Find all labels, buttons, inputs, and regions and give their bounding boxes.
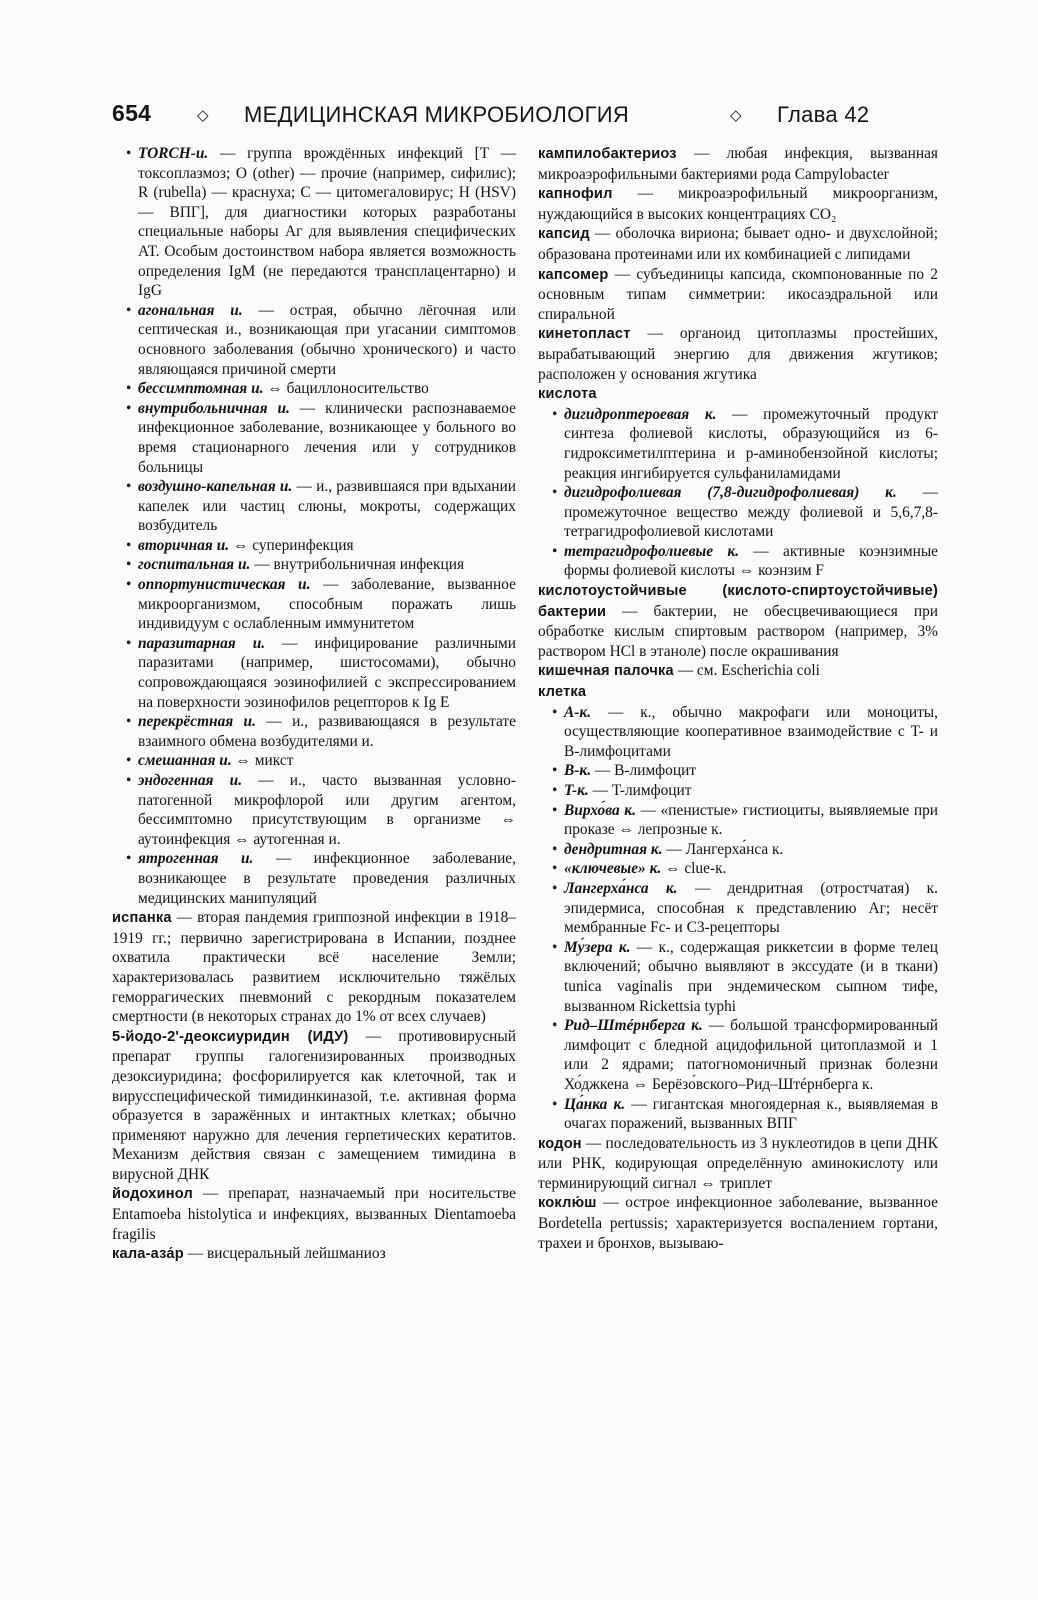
sub-entry (538, 405, 938, 483)
entry-definition: — оболочка вириона; бывает одно- и двухслойной; образована протеинами или их комбинацией с липидами (538, 225, 938, 263)
entry-term: вторичная и. (138, 536, 230, 554)
sub-entry (112, 575, 516, 634)
entry-definition: — промежуточное вещество между фолиевой и 5,6,7,8-тетрагидрофолиевой кислотами (564, 484, 938, 541)
sub-entry (538, 1095, 938, 1134)
entry-definition: ⇔ бациллоносительство (263, 380, 429, 398)
entry-term: Вирхо́ва к. (564, 801, 636, 819)
entry-term: ятрогенная и. (138, 850, 254, 868)
entry-definition: — противовирусный препарат группы галогенизированных производных дезоксиуридина; фосфорилируется как клеточной, так и вирусспецифической тимидинкиназой, т.е. активная форма образуется в заражённых и интактных клетках; обычно применяют наружно для лечения герпетических кератитов. Механизм действия связан с замещением тимидина в вирусной ДНК (112, 1027, 516, 1183)
entry-term: кампилобактериоз (538, 146, 677, 162)
entry-definition: — инфицирование различными паразитами (например, шистосомами), обычно сопровождающаяся эозинофилией с экспрессированием на поверхности эозинофилов рецепторов к Ig E (138, 634, 516, 711)
entry-definition: — инфекционное заболевание, возникающее в результате проведения различных медицинских манипуляций (138, 850, 516, 907)
entry-definition: — большой трансформированный лимфоцит с бледной ацидофильной цитоплазмой и 1 или 2 ядрами; патогномоничный признак болезни Хо́джкена ⇔ Берёзо́вского–Рид–Штéрнберга к. (564, 1017, 938, 1093)
dictionary-entry (538, 184, 938, 224)
entry-definition: — любая инфекция, вызванная микроаэрофильными бактериями рода Campylobacter (538, 145, 938, 183)
running-header (112, 98, 942, 134)
entry-term: перекрёстная и. (138, 713, 256, 731)
right-column (538, 144, 938, 1253)
dictionary-entry (112, 1184, 516, 1244)
entry-term: 5-йодо-2'-деоксиуридин (ИДУ) (112, 1028, 349, 1045)
dictionary-entry (538, 144, 938, 184)
entry-term: T-к. (564, 782, 589, 799)
entry-definition: — дендритная (отростчатая) к. эпидермиса, способная к представлению Аг; несёт мембранные Fc- и C3-рецепторы (564, 879, 939, 937)
entry-definition: — заболевание, вызванное микроорганизмом, способным поражать лишь индивидуум с ослабленным иммунитетом (138, 576, 516, 633)
entry-definition: — микроаэрофильный микроорганизм, нуждающийся в высоких концентрациях CO₂ (538, 185, 938, 223)
entry-term: йодохинол (112, 1186, 194, 1203)
dictionary-entry (538, 224, 938, 264)
sub-entry (538, 859, 938, 879)
entry-term: кислота (538, 386, 597, 403)
dictionary-entry (112, 908, 516, 1027)
entry-definition: — к., обычно макрофаги или моноциты, осуществляющие кооперативное взаимодействие с T- и B-лимфоцитами (564, 703, 938, 760)
entry-definition: — препарат, назначаемый при носительстве Entamoeba histolytica и инфекциях, вызванных Dientamoeba fragilis (112, 1185, 516, 1243)
entry-term: B-к. (564, 762, 592, 780)
entry-definition: ⇔ clue-к. (661, 860, 727, 878)
entry-definition: — B-лимфоцит (591, 762, 697, 780)
entry-term: TORCH-и. (138, 145, 209, 162)
entry-definition: — клинически распознаваемое инфекционное заболевание, возникающее у больного во время стационарного лечения или у сотрудников больницы (138, 399, 516, 476)
entry-term: дигидрофолиевая (7,8-дигидрофолиевая) к. (564, 484, 897, 502)
entry-term: смешанная и. (138, 752, 232, 770)
sub-entry (112, 634, 516, 712)
entry-definition: — группа врождённых инфекций [T — токсоплазмоз; O (other) — прочие (например, сифилис); R (rubella) — краснуха; C — цитомегаловирус; H (HSV) — ВПГ], для диагностики которых разработаны специальные наборы Аг для выявления специфических АТ. Особым достоинством набора является возможность определения IgM (не передаются трансплацентарно) и IgG (138, 145, 516, 300)
entry-term: кишечная палочка (538, 663, 674, 680)
dictionary-entry (538, 1193, 938, 1253)
entry-definition: — T-лимфоцит (588, 782, 692, 799)
chapter-label: Глава 42 (777, 102, 870, 127)
sub-entry (112, 751, 516, 771)
entry-term: «ключевые» к. (564, 860, 662, 878)
entry-definition: — острая, обычно лёгочная или септическая и., возникающая при угасании симптомов основного заболевания (обычно хронического) и часто являющаяся причиной смерти (138, 301, 516, 378)
entry-term: капсид (538, 226, 590, 243)
sub-entry (538, 542, 938, 581)
book-title: МЕДИЦИНСКАЯ МИКРОБИОЛОГИЯ (244, 102, 630, 127)
sub-entry (112, 555, 516, 575)
dictionary-entry (538, 265, 938, 325)
sub-entry (112, 379, 516, 399)
entry-definition: — гигантская многоядерная к., выявляемая в очагах поражений, вызванных ВПГ (564, 1095, 938, 1133)
entry-definition: — и., развивающаяся в результате взаимного обмена возбудителями и. (138, 713, 516, 750)
sub-entry (112, 849, 516, 908)
dictionary-entry (538, 1134, 938, 1194)
entry-definition: ⇔ микст (231, 752, 294, 770)
sub-entry (538, 938, 938, 1016)
entry-term: эндогенная и. (138, 772, 243, 789)
entry-definition: — висцеральный лейшманиоз (183, 1245, 386, 1263)
entry-definition: ⇔ суперинфекция (229, 536, 354, 554)
entry-term: A-к. (564, 703, 592, 721)
entry-definition: — «пенистые» гистиоциты, выявляемые при проказе ⇔ лепрозные к. (564, 801, 938, 839)
dictionary-entry (112, 1244, 516, 1265)
left-column (112, 144, 516, 1265)
sub-entry (538, 781, 938, 801)
sub-entry (538, 879, 938, 938)
entry-definition: — Лангерха́нса к. (662, 840, 784, 858)
entry-term: внутрибольничная и. (138, 399, 290, 417)
entry-definition: — вторая пандемия гриппозной инфекции в 1918–1919 гг.; первично зарегистрирована в Испании, позднее охватила практически всё население Земли; характеризовалась развитием исключительно тяжёлых геморрагических пневмоний с рекордным показателем смертности (в некоторых странах до 1% от всех случаев) (112, 909, 516, 1026)
entry-term: оппортунистическая и. (138, 576, 311, 594)
entry-term: Ца́нка к. (564, 1095, 626, 1113)
entry-term: агональная и. (138, 301, 243, 319)
entry-definition: — бактерии, не обесцвечивающиеся при обработке кислым спиртовым раствором (например, 3% раствором HCl в этаноле) после окрашивания (538, 602, 938, 660)
entry-term: Му́зера к. (564, 938, 631, 956)
entry-term: кала-аза́р (112, 1246, 184, 1263)
entry-term: испанка (112, 910, 172, 927)
entry-term: Рид–Штéрнберга к. (564, 1017, 703, 1035)
sub-entry (538, 483, 938, 542)
entry-term: коклю́ш (538, 1195, 597, 1212)
entry-definition: — субъединицы капсида, скомпонованные по 2 основным типам симметрии: икосаэдральной или спиральной (538, 265, 938, 323)
entry-term: капнофил (538, 186, 613, 203)
entry-definition: — активные коэнзимные формы фолиевой кислоты ⇔ коэнзим F (564, 542, 939, 580)
dictionary-entry (538, 324, 938, 384)
entry-definition: — острое инфекционное заболевание, вызванное Bordetella pertussis; характеризуется воспалением гортани, трахеи и бронхов, вызываю- (538, 1194, 938, 1252)
entry-term: дендритная к. (564, 840, 663, 858)
entry-term: тетрагидрофолиевые к. (564, 542, 740, 560)
dictionary-entry (112, 1027, 516, 1185)
entry-term: воздушно-капельная и. (138, 478, 293, 496)
dictionary-entry (538, 661, 938, 682)
page-number: 654 (112, 100, 152, 126)
entry-definition: — к., содержащая риккетсии в форме телец включений; обычно выявляют в экссудате (и в ткани) tunica vaginalis при эндемическом сыпном тифе, вызванном Rickettsia typhi (564, 938, 938, 1015)
entry-definition: — см. Escherichia coli (673, 662, 820, 680)
entry-term: Лангерха́нса к. (564, 879, 678, 897)
entry-term: дигидроптероевая к. (564, 405, 717, 423)
sub-entry (538, 1016, 938, 1094)
entry-definition: — и., развившаяся при вдыхании капелек или частиц слюны, мокроты, содержащих возбудитель (138, 478, 516, 535)
entry-term: госпитальная и. (138, 556, 251, 574)
sub-entry (112, 771, 516, 849)
entry-term: кодон (538, 1135, 582, 1152)
diamond-icon: ◇ (730, 107, 742, 124)
entry-definition: — промежуточный продукт синтеза фолиевой кислоты, образующийся из 6-гидроксиметилптерина и p-аминобензойной кислоты; реакция ингибируется сульфаниламидами (564, 405, 939, 482)
sub-entry (112, 536, 516, 556)
sub-entry (112, 399, 516, 477)
dictionary-entry (538, 384, 938, 405)
sub-entry (112, 144, 516, 301)
sub-entry (538, 840, 938, 860)
entry-definition: — органоид цитоплазмы простейших, вырабатывающий энергию для движения жгутиков; расположен у основания жгутика (538, 325, 938, 383)
entry-definition: — последовательность из 3 нуклеотидов в цепи ДНК или РНК, кодирующая определённую аминокислоту или терминирующий сигнал ⇔ триплет (538, 1134, 938, 1192)
entry-term: кислотоустойчивые (кислото-спиртоустойчивые) бактерии (538, 583, 938, 620)
entry-term: паразитарная и. (138, 634, 266, 652)
sub-entry (538, 801, 938, 840)
diamond-icon: ◇ (197, 107, 209, 124)
entry-term: капсомер (538, 266, 609, 283)
entry-term: клетка (538, 684, 587, 701)
entry-definition: — внутрибольничная инфекция (250, 556, 465, 574)
dictionary-entry (538, 682, 938, 703)
dictionary-entry (538, 581, 938, 661)
entry-term: бессимптомная и. (138, 380, 264, 398)
entry-definition: — и., часто вызванная условно-патогенной микрофлорой или другим агентом, бессимптомно присутствующим в организме ⇔ аутоинфекция ⇔ аутогенная и. (138, 772, 516, 848)
sub-entry (538, 761, 938, 781)
entry-term: кинетопласт (538, 326, 631, 343)
sub-entry (112, 477, 516, 536)
sub-entry (112, 712, 516, 751)
sub-entry (538, 703, 938, 762)
sub-entry (112, 301, 516, 379)
